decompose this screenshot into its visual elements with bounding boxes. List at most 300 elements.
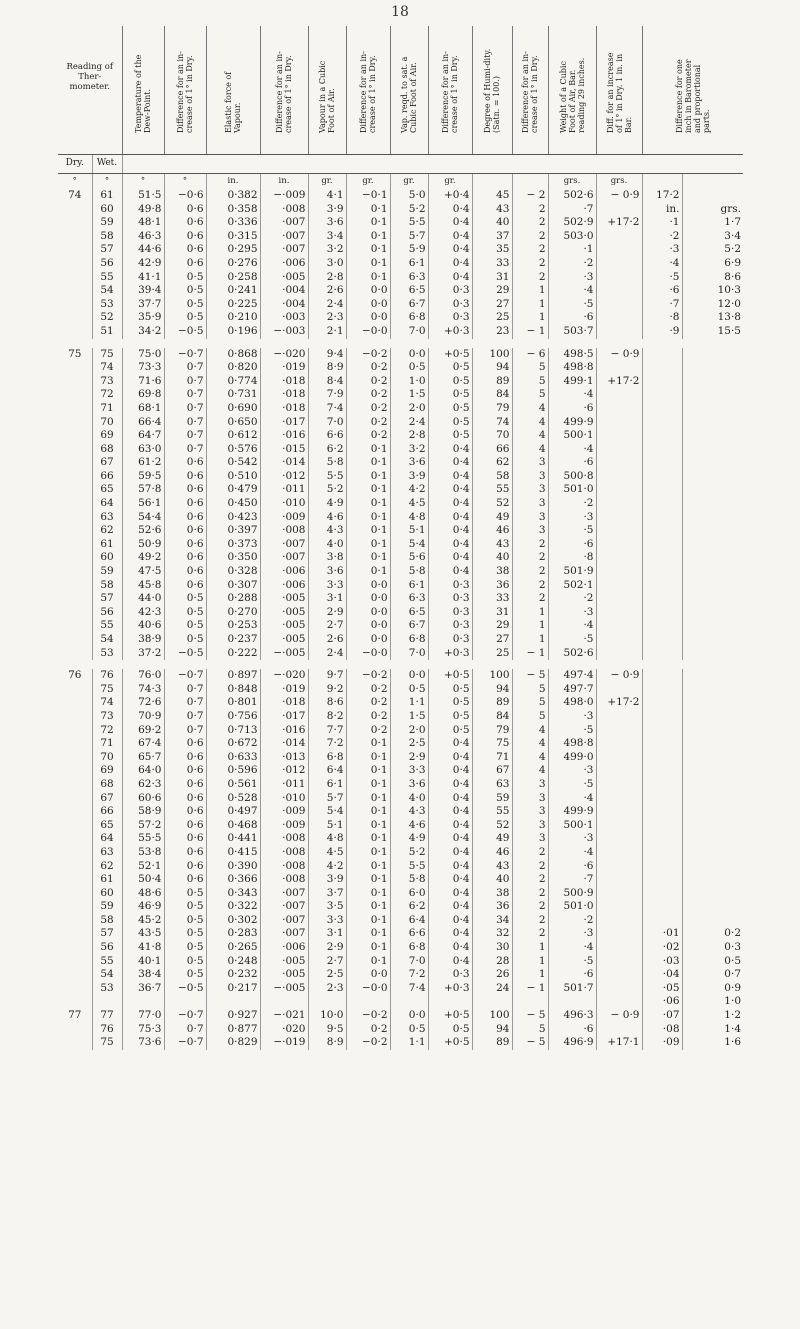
table-cell: 501·0 bbox=[548, 900, 596, 914]
table-cell: 69 bbox=[92, 429, 122, 443]
table-cell: 52·1 bbox=[122, 860, 164, 874]
table-cell: ·4 bbox=[548, 941, 596, 955]
table-cell: 54·4 bbox=[122, 511, 164, 525]
table-cell: 75 bbox=[92, 348, 122, 362]
table-cell: 0·1 bbox=[346, 216, 390, 230]
table-cell: 64·0 bbox=[122, 764, 164, 778]
table-cell: 0·2 bbox=[346, 402, 390, 416]
table-cell: −·021 bbox=[260, 1009, 308, 1023]
table-cell: 26 bbox=[472, 968, 512, 982]
table-cell: ·007 bbox=[260, 538, 308, 552]
table-cell: 0·0 bbox=[346, 633, 390, 647]
table-cell: 34·2 bbox=[122, 325, 164, 339]
table-cell bbox=[642, 470, 682, 484]
table-cell: ·05 bbox=[642, 982, 682, 996]
table-cell: 25 bbox=[472, 311, 512, 325]
table-cell bbox=[596, 524, 642, 538]
table-cell bbox=[58, 416, 92, 430]
table-cell: ·019 bbox=[260, 361, 308, 375]
table-cell bbox=[58, 633, 92, 647]
table-cell: 0·5 bbox=[428, 710, 472, 724]
table-cell: 0·0 bbox=[346, 311, 390, 325]
table-cell: 0·5 bbox=[390, 1023, 428, 1037]
table-cell: ·3 bbox=[548, 710, 596, 724]
table-cell: 53 bbox=[92, 298, 122, 312]
table-cell bbox=[596, 710, 642, 724]
table-cell: 0·4 bbox=[428, 927, 472, 941]
table-cell bbox=[512, 995, 548, 1009]
table-row bbox=[58, 995, 743, 1009]
table-cell: ·014 bbox=[260, 737, 308, 751]
table-cell: 2 bbox=[512, 887, 548, 901]
table-cell bbox=[596, 443, 642, 457]
table-cell bbox=[642, 416, 682, 430]
table-row bbox=[58, 257, 743, 271]
table-cell: 3·7 bbox=[308, 887, 346, 901]
table-row bbox=[58, 805, 743, 819]
table-cell: 0·4 bbox=[428, 805, 472, 819]
table-cell: 0·1 bbox=[346, 887, 390, 901]
table-cell: ·003 bbox=[260, 311, 308, 325]
table-cell: 0·1 bbox=[346, 551, 390, 565]
table-cell: 0·5 bbox=[164, 619, 206, 633]
table-cell: 0·322 bbox=[206, 900, 260, 914]
table-cell: 0·382 bbox=[206, 189, 260, 203]
table-cell bbox=[596, 388, 642, 402]
table-cell: 6·1 bbox=[390, 257, 428, 271]
table-cell: 59·5 bbox=[122, 470, 164, 484]
table-cell: 0·2 bbox=[682, 927, 743, 941]
table-cell bbox=[596, 361, 642, 375]
table-cell: 0·6 bbox=[164, 230, 206, 244]
table-cell: 45 bbox=[472, 189, 512, 203]
table-cell: 0·6 bbox=[164, 216, 206, 230]
table-cell: 0·4 bbox=[428, 941, 472, 955]
table-row bbox=[58, 710, 743, 724]
table-cell: +0·5 bbox=[428, 348, 472, 362]
table-cell bbox=[642, 565, 682, 579]
table-cell bbox=[58, 778, 92, 792]
table-cell: 36·7 bbox=[122, 982, 164, 996]
table-cell bbox=[596, 819, 642, 833]
table-cell: +17·1 bbox=[596, 1036, 642, 1050]
table-cell: 48·6 bbox=[122, 887, 164, 901]
table-cell: 0·5 bbox=[428, 724, 472, 738]
table-cell: ·7 bbox=[642, 298, 682, 312]
table-cell: 6·4 bbox=[308, 764, 346, 778]
table-cell: 500·8 bbox=[548, 470, 596, 484]
table-cell: 5 bbox=[512, 696, 548, 710]
col-header-humidity: Degree of Humi-dity. (Satn. = 100.) bbox=[472, 26, 512, 155]
table-cell bbox=[596, 982, 642, 996]
table-cell: ·8 bbox=[642, 311, 682, 325]
unit-cell: ° bbox=[72, 176, 77, 187]
table-cell: 499·9 bbox=[548, 416, 596, 430]
table-cell bbox=[596, 968, 642, 982]
table-cell: 0·1 bbox=[346, 443, 390, 457]
table-cell bbox=[642, 819, 682, 833]
table-cell bbox=[58, 511, 92, 525]
table-cell: 0·2 bbox=[346, 375, 390, 389]
table-cell: ·007 bbox=[260, 243, 308, 257]
table-cell: 6·7 bbox=[390, 298, 428, 312]
table-cell: 0·3 bbox=[428, 311, 472, 325]
table-cell: ·006 bbox=[260, 941, 308, 955]
table-cell bbox=[58, 1036, 92, 1050]
table-cell: 7·4 bbox=[308, 402, 346, 416]
table-cell: 4 bbox=[512, 764, 548, 778]
table-cell: 2 bbox=[512, 216, 548, 230]
table-cell: 1·1 bbox=[390, 1036, 428, 1050]
table-cell bbox=[642, 710, 682, 724]
table-cell: ·020 bbox=[260, 1023, 308, 1037]
table-cell: 89 bbox=[472, 1036, 512, 1050]
table-cell bbox=[682, 633, 743, 647]
table-cell: 1·2 bbox=[682, 1009, 743, 1023]
table-cell: 0·633 bbox=[206, 751, 260, 765]
table-cell bbox=[58, 456, 92, 470]
table-cell: 3 bbox=[512, 805, 548, 819]
table-cell: ·07 bbox=[642, 1009, 682, 1023]
table-cell: 0·307 bbox=[206, 579, 260, 593]
table-cell: 1 bbox=[512, 941, 548, 955]
table-cell: 502·9 bbox=[548, 216, 596, 230]
table-cell: 5 bbox=[512, 683, 548, 697]
table-cell: 0·1 bbox=[346, 900, 390, 914]
table-cell: 76 bbox=[92, 1023, 122, 1037]
table-cell bbox=[642, 375, 682, 389]
table-cell: 1 bbox=[512, 955, 548, 969]
table-cell: ·017 bbox=[260, 710, 308, 724]
table-row bbox=[58, 968, 743, 982]
table-cell bbox=[642, 647, 682, 661]
table-cell bbox=[596, 1023, 642, 1037]
table-cell: ·011 bbox=[260, 778, 308, 792]
table-cell: in. bbox=[642, 203, 682, 217]
table-cell: 43 bbox=[472, 860, 512, 874]
table-cell: 6·5 bbox=[390, 284, 428, 298]
table-cell bbox=[642, 751, 682, 765]
table-cell: 3·3 bbox=[308, 914, 346, 928]
table-cell: 0·7 bbox=[164, 683, 206, 697]
unit-cell bbox=[472, 174, 512, 190]
table-cell: ·008 bbox=[260, 873, 308, 887]
table-cell: ·4 bbox=[548, 284, 596, 298]
table-cell bbox=[58, 203, 92, 217]
table-cell: 10·0 bbox=[308, 1009, 346, 1023]
table-cell bbox=[58, 375, 92, 389]
table-cell: ·6 bbox=[548, 1023, 596, 1037]
table-row bbox=[58, 832, 743, 846]
table-cell bbox=[206, 995, 260, 1009]
col-header-humidity-diff: Difference for an in-crease of 1° in Dry. bbox=[512, 26, 548, 155]
table-cell: 3·0 bbox=[308, 257, 346, 271]
table-row bbox=[58, 592, 743, 606]
table-cell: −0·5 bbox=[164, 982, 206, 996]
table-cell: 0·7 bbox=[164, 429, 206, 443]
table-cell: 0·4 bbox=[428, 764, 472, 778]
table-cell: 65 bbox=[92, 483, 122, 497]
group-spacer bbox=[58, 660, 743, 669]
table-cell: ·008 bbox=[260, 846, 308, 860]
table-cell: − 0·9 bbox=[596, 1009, 642, 1023]
table-cell: −0·1 bbox=[346, 189, 390, 203]
table-cell bbox=[642, 538, 682, 552]
table-cell: 41·1 bbox=[122, 271, 164, 285]
table-row bbox=[58, 737, 743, 751]
table-cell bbox=[642, 778, 682, 792]
table-cell: 49·8 bbox=[122, 203, 164, 217]
table-cell: ·8 bbox=[548, 551, 596, 565]
table-cell: 68 bbox=[92, 443, 122, 457]
table-cell: 2·5 bbox=[308, 968, 346, 982]
table-cell: 6·8 bbox=[390, 633, 428, 647]
table-cell: 0·3 bbox=[428, 284, 472, 298]
table-cell: 5 bbox=[512, 710, 548, 724]
table-cell bbox=[58, 361, 92, 375]
table-cell: 0·6 bbox=[164, 873, 206, 887]
table-cell bbox=[58, 696, 92, 710]
table-cell bbox=[596, 927, 642, 941]
table-cell: 0·5 bbox=[164, 968, 206, 982]
table-cell: 0·0 bbox=[346, 592, 390, 606]
table-cell: 77 bbox=[92, 1009, 122, 1023]
table-cell: 8·6 bbox=[308, 696, 346, 710]
table-cell: 2·4 bbox=[308, 298, 346, 312]
table-cell: − 1 bbox=[512, 647, 548, 661]
table-cell: ·6 bbox=[548, 311, 596, 325]
table-cell: −0·7 bbox=[164, 1009, 206, 1023]
table-cell bbox=[58, 751, 92, 765]
table-row bbox=[58, 311, 743, 325]
table-cell: ·7 bbox=[548, 203, 596, 217]
table-cell: 0·5 bbox=[428, 361, 472, 375]
table-cell: ·5 bbox=[548, 955, 596, 969]
table-cell: 0·2 bbox=[346, 416, 390, 430]
table-cell bbox=[596, 284, 642, 298]
table-cell: 6·8 bbox=[390, 941, 428, 955]
table-cell bbox=[682, 683, 743, 697]
table-cell: 0·0 bbox=[346, 298, 390, 312]
table-cell: ·015 bbox=[260, 443, 308, 457]
table-cell: 2·4 bbox=[308, 647, 346, 661]
table-cell bbox=[642, 792, 682, 806]
table-cell: +0·3 bbox=[428, 982, 472, 996]
table-cell: 84 bbox=[472, 388, 512, 402]
table-cell: 66 bbox=[92, 470, 122, 484]
table-cell: 0·1 bbox=[346, 860, 390, 874]
table-cell bbox=[682, 914, 743, 928]
table-row bbox=[58, 1036, 743, 1050]
table-cell: ·1 bbox=[642, 216, 682, 230]
table-cell bbox=[548, 995, 596, 1009]
table-cell bbox=[682, 483, 743, 497]
table-cell: ·7 bbox=[548, 873, 596, 887]
table-cell: 0·2 bbox=[346, 1023, 390, 1037]
table-cell bbox=[596, 551, 642, 565]
table-cell bbox=[58, 619, 92, 633]
table-cell bbox=[58, 284, 92, 298]
table-cell: 0·295 bbox=[206, 243, 260, 257]
table-cell: 3 bbox=[512, 511, 548, 525]
table-cell bbox=[596, 846, 642, 860]
table-cell: 74 bbox=[92, 361, 122, 375]
table-cell: 498·0 bbox=[548, 696, 596, 710]
table-cell bbox=[642, 900, 682, 914]
table-cell: 70 bbox=[472, 429, 512, 443]
table-cell bbox=[58, 982, 92, 996]
table-cell: 6·2 bbox=[308, 443, 346, 457]
table-cell: 6·8 bbox=[308, 751, 346, 765]
table-cell: 0·6 bbox=[164, 483, 206, 497]
table-cell: 0·6 bbox=[164, 778, 206, 792]
table-cell: 0·302 bbox=[206, 914, 260, 928]
table-cell bbox=[682, 443, 743, 457]
table-cell bbox=[596, 683, 642, 697]
table-cell: 2·3 bbox=[308, 982, 346, 996]
table-cell: 60 bbox=[92, 203, 122, 217]
table-cell: 37 bbox=[472, 230, 512, 244]
table-cell: grs. bbox=[682, 203, 743, 217]
table-cell: 2 bbox=[512, 565, 548, 579]
table-cell: 73·6 bbox=[122, 1036, 164, 1050]
table-cell: ·018 bbox=[260, 388, 308, 402]
table-cell bbox=[682, 189, 743, 203]
table-cell: 37·7 bbox=[122, 298, 164, 312]
table-cell: ·017 bbox=[260, 416, 308, 430]
table-cell: 4·9 bbox=[390, 832, 428, 846]
table-cell: ·012 bbox=[260, 470, 308, 484]
table-cell: 0·5 bbox=[428, 388, 472, 402]
table-cell: 0·6 bbox=[164, 737, 206, 751]
table-cell: 0·6 bbox=[164, 565, 206, 579]
table-cell bbox=[58, 470, 92, 484]
table-cell: ·3 bbox=[642, 243, 682, 257]
table-cell: 7·9 bbox=[308, 388, 346, 402]
table-cell bbox=[682, 402, 743, 416]
table-cell: 40·6 bbox=[122, 619, 164, 633]
table-cell: ·03 bbox=[642, 955, 682, 969]
table-cell bbox=[596, 592, 642, 606]
table-cell: 0·6 bbox=[164, 524, 206, 538]
table-cell: 5 bbox=[512, 1023, 548, 1037]
table-cell: 0·5 bbox=[164, 633, 206, 647]
table-cell: 4·9 bbox=[308, 497, 346, 511]
table-cell: 4·6 bbox=[390, 819, 428, 833]
table-cell: ·3 bbox=[548, 606, 596, 620]
table-cell: 7·0 bbox=[390, 955, 428, 969]
table-cell: 0·3 bbox=[428, 633, 472, 647]
table-cell: ·010 bbox=[260, 792, 308, 806]
table-cell: 43 bbox=[472, 203, 512, 217]
table-cell: −0·7 bbox=[164, 669, 206, 683]
table-cell: ·007 bbox=[260, 216, 308, 230]
table-cell: 0·0 bbox=[346, 968, 390, 982]
table-cell: ·4 bbox=[548, 792, 596, 806]
table-cell: 75·0 bbox=[122, 348, 164, 362]
table-cell: 40 bbox=[472, 551, 512, 565]
table-row bbox=[58, 669, 743, 683]
table-cell: 0·510 bbox=[206, 470, 260, 484]
table-row bbox=[58, 551, 743, 565]
col-header-vapour: Vapour in a Cubic Foot of Air. bbox=[308, 26, 346, 155]
table-cell: 65·7 bbox=[122, 751, 164, 765]
table-cell: 0·1 bbox=[346, 955, 390, 969]
table-cell bbox=[642, 483, 682, 497]
table-cell bbox=[596, 737, 642, 751]
table-cell: 1·0 bbox=[390, 375, 428, 389]
table-cell: 43 bbox=[472, 538, 512, 552]
table-cell: 0·6 bbox=[164, 792, 206, 806]
table-cell: ·6 bbox=[548, 402, 596, 416]
table-cell: 0·237 bbox=[206, 633, 260, 647]
table-cell bbox=[682, 778, 743, 792]
table-cell: 0·5 bbox=[164, 284, 206, 298]
table-cell: 0·0 bbox=[346, 579, 390, 593]
table-cell: 64 bbox=[92, 497, 122, 511]
table-cell: 2·9 bbox=[308, 606, 346, 620]
table-cell bbox=[596, 429, 642, 443]
table-cell: 0·258 bbox=[206, 271, 260, 285]
table-cell bbox=[58, 402, 92, 416]
table-cell: ·009 bbox=[260, 805, 308, 819]
table-row bbox=[58, 271, 743, 285]
table-cell: 4·8 bbox=[308, 832, 346, 846]
table-cell: ·006 bbox=[260, 257, 308, 271]
table-cell bbox=[596, 538, 642, 552]
table-cell: 52 bbox=[472, 497, 512, 511]
subheader-wet: Wet. bbox=[92, 155, 122, 174]
col-header-vap-reqd: Vap. reqd. to sat. a Cubic Foot of Air. bbox=[390, 26, 428, 155]
table-cell: 0·1 bbox=[346, 497, 390, 511]
table-cell: 0·877 bbox=[206, 1023, 260, 1037]
table-cell bbox=[682, 805, 743, 819]
table-cell: ·008 bbox=[260, 524, 308, 538]
table-cell: 5·4 bbox=[390, 538, 428, 552]
table-cell: 31 bbox=[472, 606, 512, 620]
table-cell: 0·423 bbox=[206, 511, 260, 525]
table-cell: 0·6 bbox=[164, 805, 206, 819]
table-row bbox=[58, 647, 743, 661]
table-cell: ·018 bbox=[260, 375, 308, 389]
table-cell: 66 bbox=[472, 443, 512, 457]
table-cell bbox=[58, 941, 92, 955]
table-cell: 0·6 bbox=[164, 551, 206, 565]
table-cell bbox=[58, 271, 92, 285]
unit-cell bbox=[642, 174, 682, 190]
table-cell: 0·283 bbox=[206, 927, 260, 941]
table-cell bbox=[682, 669, 743, 683]
table-cell: 57·2 bbox=[122, 819, 164, 833]
table-cell bbox=[58, 955, 92, 969]
table-cell bbox=[682, 900, 743, 914]
table-cell: 0·1 bbox=[346, 846, 390, 860]
table-cell: 496·3 bbox=[548, 1009, 596, 1023]
table-cell: ·5 bbox=[642, 271, 682, 285]
table-cell: 0·4 bbox=[428, 257, 472, 271]
table-cell bbox=[260, 995, 308, 1009]
table-cell: 3·8 bbox=[308, 551, 346, 565]
table-cell: 2 bbox=[512, 592, 548, 606]
table-cell bbox=[58, 429, 92, 443]
table-cell: 0·848 bbox=[206, 683, 260, 697]
table-cell: 4·3 bbox=[308, 524, 346, 538]
table-cell: 502·6 bbox=[548, 189, 596, 203]
table-cell: 0·328 bbox=[206, 565, 260, 579]
table-cell: 0·336 bbox=[206, 216, 260, 230]
table-cell: ·009 bbox=[260, 819, 308, 833]
table-cell: 0·6 bbox=[164, 579, 206, 593]
